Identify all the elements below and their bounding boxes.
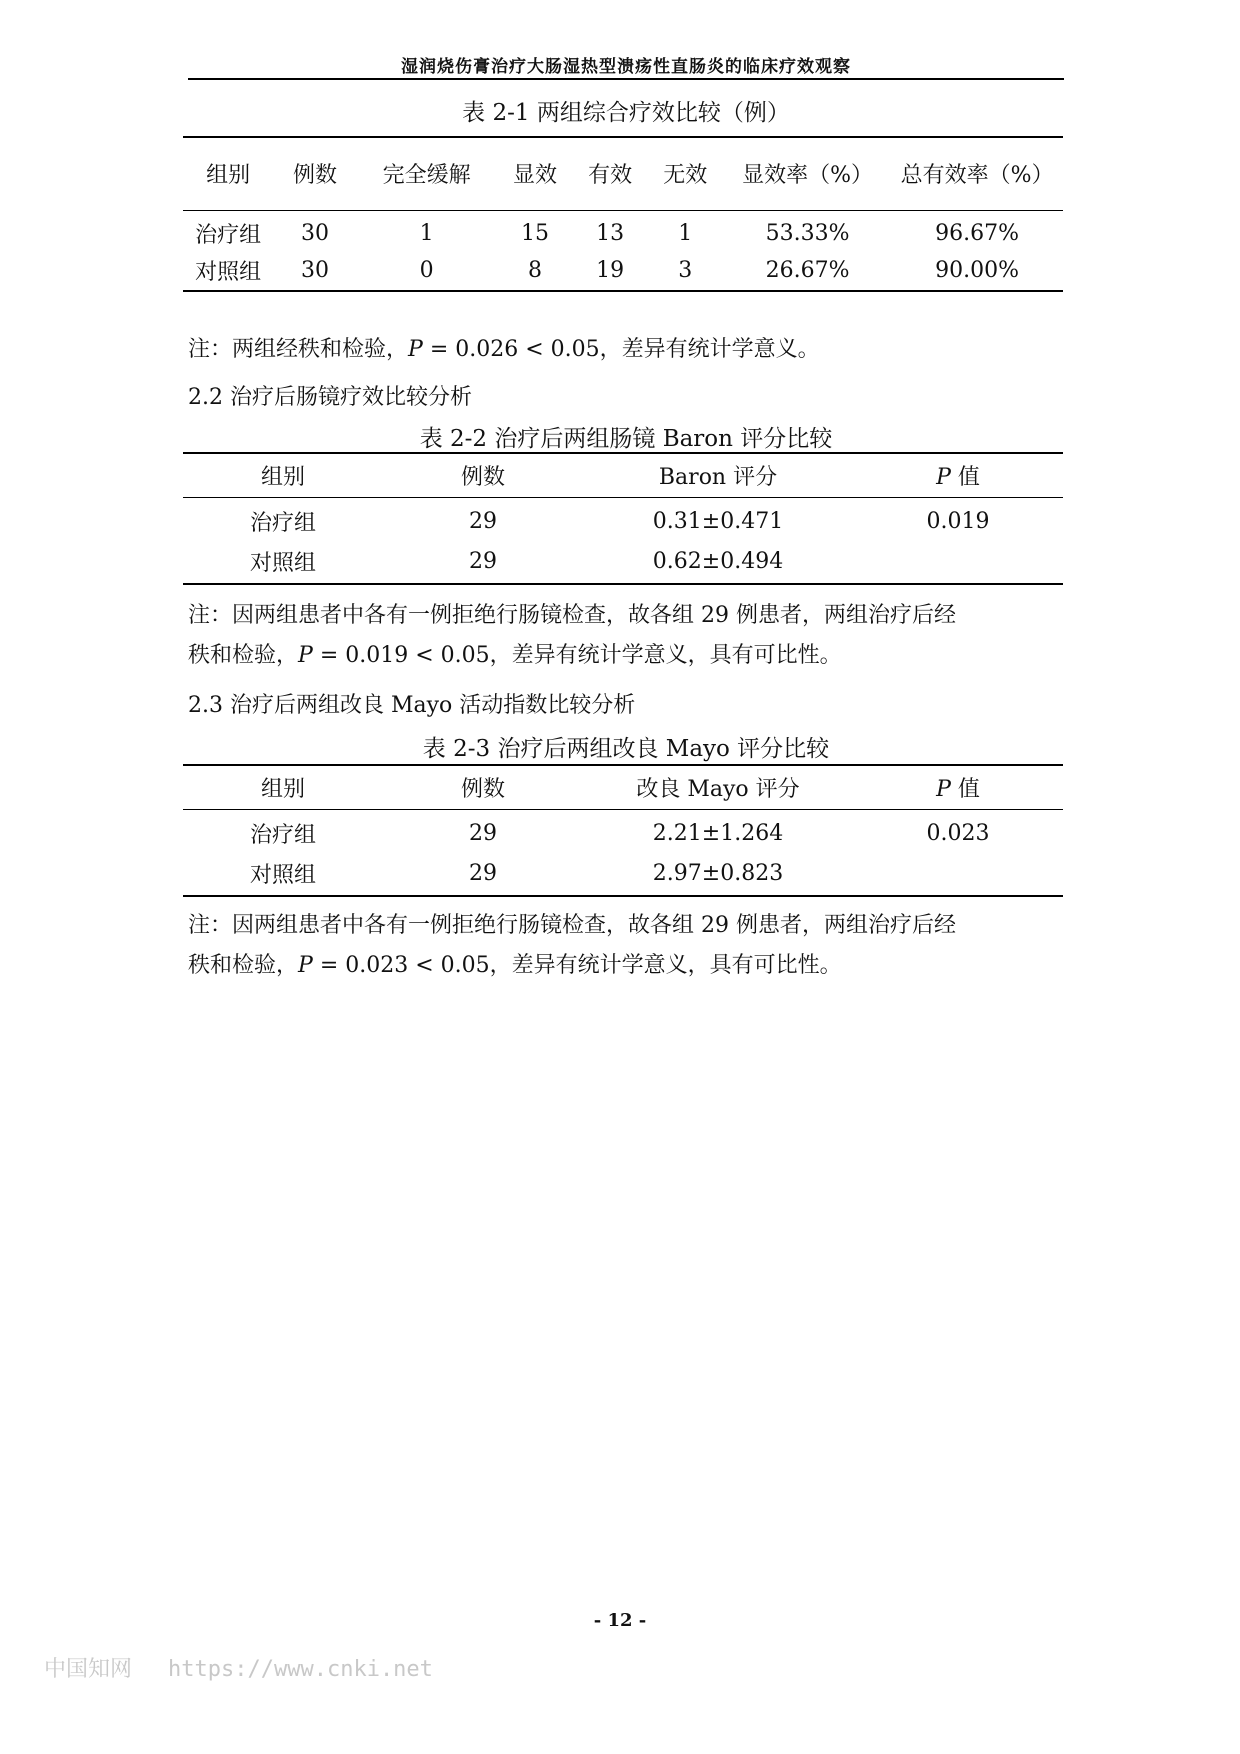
table3-col-score: 改良 Mayo 评分 bbox=[636, 776, 800, 802]
table3-cell: 对照组 bbox=[249, 863, 316, 888]
table1-col-n: 例数 bbox=[292, 163, 337, 189]
table2-cell: 0.31±0.471 bbox=[652, 509, 784, 535]
table1-note-suffix: = 0.026 < 0.05，差异有统计学意义。 bbox=[422, 337, 820, 362]
table3-cell bbox=[853, 852, 1063, 896]
table3-col-n: 例数 bbox=[460, 776, 505, 802]
table1-caption: 表 2-1 两组综合疗效比较（例） bbox=[462, 100, 790, 126]
table1-col-marked: 显效 bbox=[512, 163, 557, 189]
table2-cell: 治疗组 bbox=[249, 511, 316, 537]
table1-col-group: 组别 bbox=[206, 163, 251, 189]
table3-cell: 治疗组 bbox=[249, 823, 316, 849]
table2-caption: 表 2-2 治疗后两组肠镜 Baron 评分比较 bbox=[419, 426, 833, 452]
table2-cell: 29 bbox=[469, 509, 497, 535]
table1-cell: 53.33% bbox=[765, 221, 850, 247]
table2-cell: 29 bbox=[469, 549, 497, 574]
table1-col-effective: 有效 bbox=[588, 163, 633, 189]
table3-cell: 2.21±1.264 bbox=[652, 821, 784, 847]
table1-cell: 90.00% bbox=[935, 258, 1020, 283]
table2-cell: 0.019 bbox=[926, 509, 990, 535]
table-row bbox=[183, 852, 1063, 896]
table3-cell: 29 bbox=[469, 861, 497, 886]
table1-cell: 3 bbox=[678, 258, 693, 283]
table2-note-line2 bbox=[188, 636, 1068, 676]
table3 bbox=[183, 764, 1063, 897]
table1-cell: 1 bbox=[419, 221, 434, 247]
section-2-3-heading: 2.3 治疗后两组改良 Mayo 活动指数比较分析 bbox=[188, 693, 636, 718]
table3-col-p bbox=[853, 765, 1063, 809]
table1-note bbox=[188, 330, 1068, 370]
table2-note-line1: 注：因两组患者中各有一例拒绝行肠镜检查，故各组 29 例患者，两组治疗后经 bbox=[188, 603, 956, 628]
table2-col-p bbox=[853, 453, 1063, 497]
table1 bbox=[183, 136, 1063, 292]
table1-cell: 19 bbox=[596, 258, 625, 283]
table3-col-p-label: 值 bbox=[950, 776, 980, 802]
table2-header-row bbox=[183, 453, 1063, 497]
table2-col-p-label: 值 bbox=[950, 464, 980, 490]
table2-note bbox=[188, 596, 1068, 676]
running-header: 湿润烧伤膏治疗大肠湿热型溃疡性直肠炎的临床疗效观察 bbox=[401, 57, 851, 77]
table1-cell: 96.67% bbox=[935, 221, 1020, 247]
table2-col-score: Baron 评分 bbox=[658, 464, 778, 490]
table1-cell: 30 bbox=[300, 258, 329, 283]
table2-col-p-letter: P bbox=[936, 464, 951, 490]
table1-header-row bbox=[183, 137, 1063, 210]
table1-cell: 30 bbox=[300, 221, 329, 247]
table2-col-n: 例数 bbox=[460, 464, 505, 490]
table1-cell: 0 bbox=[419, 258, 434, 283]
table3-caption: 表 2-3 治疗后两组改良 Mayo 评分比较 bbox=[422, 736, 830, 762]
table3-cell: 29 bbox=[469, 821, 497, 847]
table1-cell: 8 bbox=[527, 258, 542, 283]
table2-note-p: P bbox=[298, 643, 313, 668]
section-2-2-heading: 2.2 治疗后肠镜疗效比较分析 bbox=[188, 385, 472, 410]
table1-note-p: P bbox=[408, 337, 423, 362]
table2 bbox=[183, 452, 1063, 585]
watermark bbox=[44, 1652, 433, 1683]
watermark-brand: 中国知网 bbox=[44, 1657, 133, 1682]
table3-col-p-letter: P bbox=[936, 776, 951, 802]
table3-note-suffix: = 0.023 < 0.05，差异有统计学意义，具有可比性。 bbox=[312, 953, 842, 978]
table1-cell: 15 bbox=[520, 221, 549, 247]
table2-cell: 0.62±0.494 bbox=[652, 549, 784, 574]
table1-col-complete: 完全缓解 bbox=[382, 163, 471, 189]
table2-note-prefix: 秩和检验， bbox=[188, 643, 299, 668]
table1-cell: 1 bbox=[678, 221, 693, 247]
table1-cell: 对照组 bbox=[195, 260, 262, 285]
header-rule bbox=[188, 78, 1064, 80]
table2-col-group: 组别 bbox=[260, 464, 305, 490]
table3-note-line2 bbox=[188, 946, 1068, 986]
table3-note-prefix: 秩和检验， bbox=[188, 953, 299, 978]
table1-cell: 26.67% bbox=[765, 258, 850, 283]
table3-cell: 0.023 bbox=[926, 821, 990, 847]
table1-col-marked-rate: 显效率（%） bbox=[742, 163, 873, 189]
table-row bbox=[183, 497, 1063, 540]
table-row bbox=[183, 210, 1063, 251]
table2-cell: 对照组 bbox=[249, 551, 316, 576]
table3-note-p: P bbox=[298, 953, 313, 978]
table3-note bbox=[188, 906, 1068, 986]
table1-cell: 13 bbox=[596, 221, 625, 247]
page-number: - 12 - bbox=[593, 1610, 647, 1631]
table3-col-group: 组别 bbox=[260, 776, 305, 802]
table3-cell: 2.97±0.823 bbox=[652, 861, 784, 886]
table1-col-total-rate: 总有效率（%） bbox=[900, 163, 1054, 189]
table-row bbox=[183, 809, 1063, 852]
table1-col-ineffective: 无效 bbox=[663, 163, 708, 189]
watermark-url: https://www.cnki.net bbox=[168, 1657, 433, 1682]
table1-note-prefix: 注：两组经秩和检验， bbox=[188, 337, 409, 362]
table2-note-suffix: = 0.019 < 0.05，差异有统计学意义，具有可比性。 bbox=[312, 643, 842, 668]
table1-cell: 治疗组 bbox=[195, 223, 262, 249]
table2-cell bbox=[853, 540, 1063, 584]
table3-header-row bbox=[183, 765, 1063, 809]
table-row bbox=[183, 540, 1063, 584]
table3-note-line1: 注：因两组患者中各有一例拒绝行肠镜检查，故各组 29 例患者，两组治疗后经 bbox=[188, 913, 956, 938]
table-row bbox=[183, 251, 1063, 291]
